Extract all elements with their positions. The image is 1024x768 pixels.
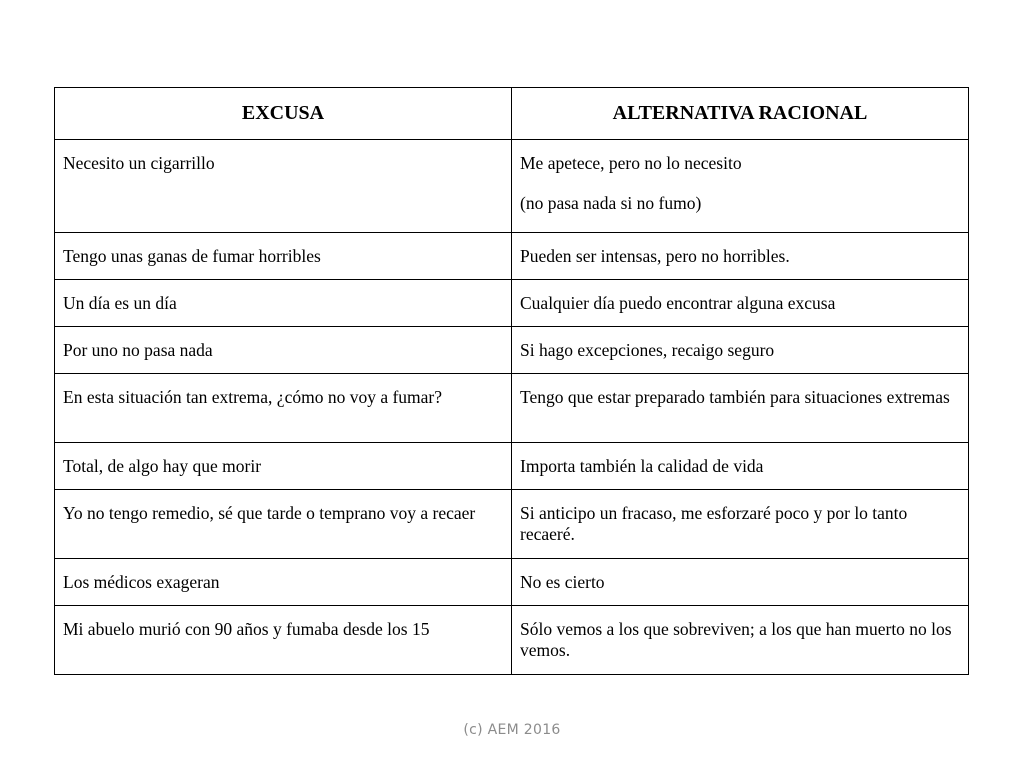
- table-row: [55, 490, 969, 559]
- table-row: [55, 559, 969, 606]
- header-alternative: ALTERNATIVA RACIONAL: [512, 88, 969, 140]
- alternative-text: Cualquier día puedo encontrar alguna excusa: [520, 293, 836, 313]
- excuse-cell: [55, 443, 512, 490]
- alternative-text: Importa también la calidad de vida: [520, 456, 764, 476]
- table-row: [55, 443, 969, 490]
- alternative-cell: [512, 280, 969, 327]
- excuse-text: Tengo unas ganas de fumar horribles: [63, 246, 321, 266]
- table-row: [55, 374, 969, 443]
- alternative-text: Pueden ser intensas, pero no horribles.: [520, 246, 790, 266]
- alternative-cell: [512, 443, 969, 490]
- excuse-cell: [55, 140, 512, 233]
- alternative-extra-text: (no pasa nada si no fumo): [520, 193, 702, 213]
- copyright-footer: (c) AEM 2016: [463, 722, 561, 738]
- excuses-table: [54, 87, 969, 675]
- table-header-row: [55, 88, 969, 140]
- alternative-text: Me apetece, pero no lo necesito: [520, 153, 742, 173]
- table-row: [55, 280, 969, 327]
- table-row: [55, 327, 969, 374]
- excuse-text: En esta situación tan extrema, ¿cómo no voy a fumar?: [63, 387, 443, 407]
- alternative-text: Sólo vemos a los que sobreviven; a los que han muerto no los vemos.: [520, 619, 952, 660]
- alternative-cell: [512, 606, 969, 675]
- excuse-text: Yo no tengo remedio, sé que tarde o temprano voy a recaer: [63, 503, 476, 523]
- excuse-cell: [55, 606, 512, 675]
- alternative-cell: [512, 374, 969, 443]
- excuse-text: Por uno no pasa nada: [63, 340, 213, 360]
- alternative-cell: [512, 559, 969, 606]
- excuse-text: Total, de algo hay que morir: [63, 456, 262, 476]
- table-row: [55, 233, 969, 280]
- alternative-text: No es cierto: [520, 572, 605, 592]
- excuse-cell: [55, 280, 512, 327]
- excuse-cell: [55, 374, 512, 443]
- alternative-cell: [512, 233, 969, 280]
- excuse-cell: [55, 490, 512, 559]
- table-row: [55, 606, 969, 675]
- excuse-text: Mi abuelo murió con 90 años y fumaba desde los 15: [63, 619, 430, 639]
- excuse-text: Los médicos exageran: [63, 572, 220, 592]
- excuse-text: Un día es un día: [63, 293, 177, 313]
- alternative-text: Si anticipo un fracaso, me esforzaré poco y por lo tanto recaeré.: [520, 503, 908, 544]
- excuse-text: Necesito un cigarrillo: [63, 153, 215, 173]
- alternative-cell: [512, 140, 969, 233]
- excuse-cell: [55, 559, 512, 606]
- alternative-text: Si hago excepciones, recaigo seguro: [520, 340, 775, 360]
- alternative-cell: [512, 327, 969, 374]
- header-excuse: EXCUSA: [55, 88, 512, 140]
- excuse-cell: [55, 327, 512, 374]
- excuse-cell: [55, 233, 512, 280]
- alternative-text: Tengo que estar preparado también para situaciones extremas: [520, 387, 950, 407]
- alternative-cell: [512, 490, 969, 559]
- table-row: [55, 140, 969, 233]
